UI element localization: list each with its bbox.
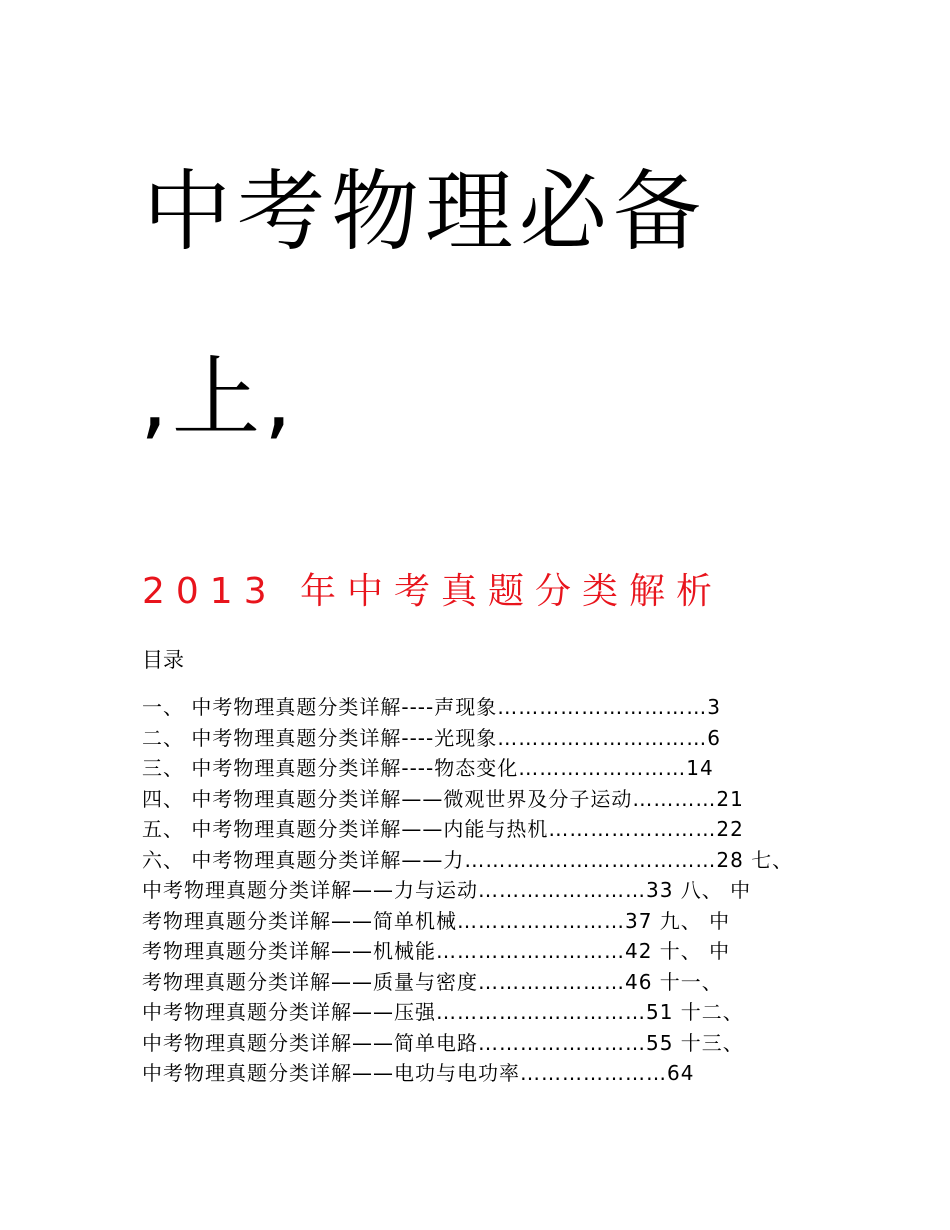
table-of-contents xyxy=(142,692,832,1089)
toc-line: 六、 中考物理真题分类详解——力………………………………28 七、 xyxy=(142,847,794,872)
toc-line: 中考物理真题分类详解——简单电路……………………55 十三、 xyxy=(142,1030,744,1055)
toc-line: 中考物理真题分类详解——压强…………………………51 十二、 xyxy=(142,1000,744,1024)
toc-line: 三、 中考物理真题分类详解----物态变化……………………14 xyxy=(142,756,714,780)
toc-line: 五、 中考物理真题分类详解——内能与热机……………………22 xyxy=(142,817,744,841)
toc-line: 中考物理真题分类详解——力与运动……………………33 八、 中 xyxy=(142,878,752,902)
toc-line: 四、 中考物理真题分类详解——微观世界及分子运动…………21 xyxy=(142,786,744,811)
document-subtitle: ,上, xyxy=(140,346,296,449)
toc-line: 考物理真题分类详解——质量与密度…………………46 十一、 xyxy=(142,969,723,994)
toc-line: 考物理真题分类详解——简单机械……………………37 九、 中 xyxy=(142,908,731,933)
toc-line: 二、 中考物理真题分类详解----光现象…………………………6 xyxy=(142,725,721,750)
toc-line: 中考物理真题分类详解——电功与电功率…………………64 xyxy=(142,1061,695,1085)
toc-line: 考物理真题分类详解——机械能………………………42 十、 中 xyxy=(142,939,731,963)
section-heading: 2013 年中考真题分类解析 xyxy=(142,571,724,612)
document-title: 中考物理必备 xyxy=(143,160,708,263)
toc-line: 一、 中考物理真题分类详解----声现象…………………………3 xyxy=(142,695,721,719)
toc-label: 目录 xyxy=(142,648,184,672)
